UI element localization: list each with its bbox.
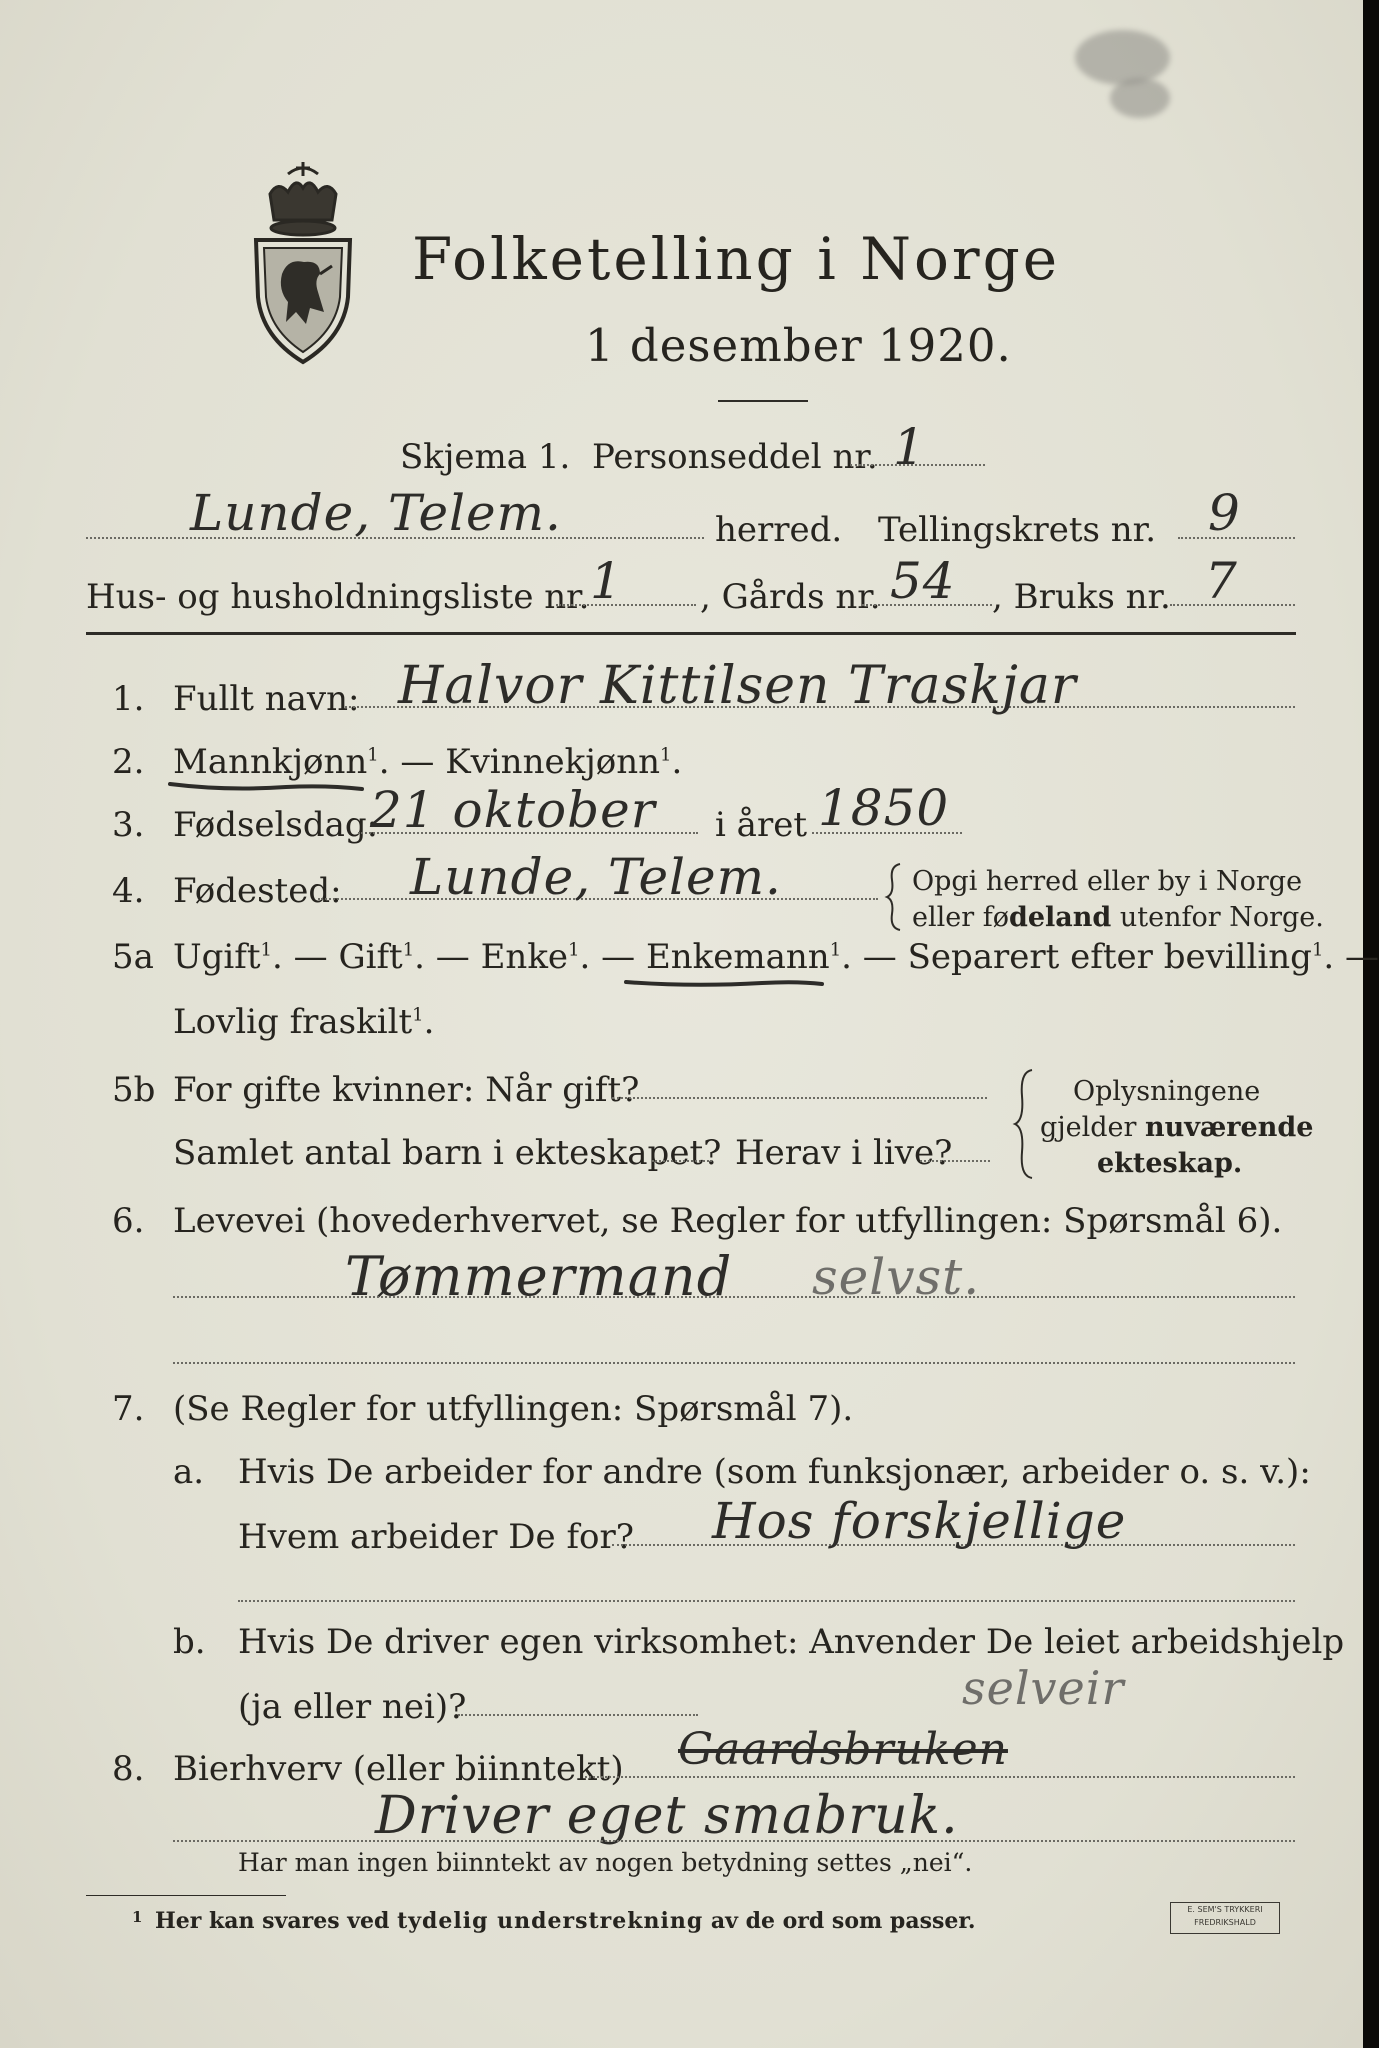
header-rule — [86, 632, 1296, 635]
personseddel-label: Personseddel nr. — [592, 437, 878, 477]
footnote-mark: 1 — [132, 1908, 143, 1926]
q7-number: 7. — [112, 1389, 145, 1429]
q8-number: 8. — [112, 1749, 145, 1789]
q5a-number: 5a — [112, 937, 154, 977]
q5a-option-fraskilt: Lovlig fraskilt$^1$. — [173, 1002, 435, 1042]
q3-label: Fødselsdag: — [173, 805, 379, 845]
q7b-text: Hvis De driver egen virksomhet: Anvender De leiet arbeidshjelp — [238, 1622, 1345, 1662]
gards-label: , Gårds nr. — [700, 577, 881, 617]
q7a-field-line-2 — [238, 1600, 1295, 1602]
q5b-note-line1: Oplysningene — [1073, 1076, 1261, 1107]
q5b-note-brace — [1012, 1068, 1038, 1180]
q7a-employer-value: Hos forskjellige — [712, 1492, 1127, 1550]
herred-label: herred. — [715, 510, 843, 550]
q2-sex-options: Mannkjønn$^1$. — Kvinnekjønn$^1$. — [173, 742, 683, 782]
q6-field-line-1 — [173, 1296, 1295, 1298]
q2-option-male: Mannkjønn — [173, 742, 368, 782]
q5a-option-separert: Separert efter bevilling — [907, 937, 1312, 977]
q5a-option-ugift: Ugift — [173, 937, 261, 977]
q7a-letter: a. — [173, 1452, 205, 1492]
husholdningsliste-field-line — [556, 604, 696, 606]
bruks-label: , Bruks nr. — [992, 577, 1171, 617]
q5b-alive-label: Herav i live? — [735, 1133, 953, 1173]
q5a-enkemann-underline — [622, 974, 827, 990]
title-divider — [718, 400, 808, 402]
q3-birthday-value: 21 oktober — [370, 781, 656, 839]
q8-struck-value: Gaardsbruken — [678, 1724, 1008, 1775]
q6-label: Levevei (hovederhvervet, se Regler for utfyllingen: Spørsmål 6). — [173, 1201, 1283, 1241]
q5a-option-gift: Gift — [338, 937, 403, 977]
q7a-text: Hvis De arbeider for andre (som funksjonær, arbeider o. s. v.): — [238, 1452, 1311, 1492]
q4-note-brace — [884, 862, 906, 932]
q4-number: 4. — [112, 871, 145, 911]
census-date: 1 desember 1920. — [585, 319, 1012, 372]
footnote-text: Her kan svares ved tydelig understrekning av de ord som passer. — [155, 1908, 976, 1934]
q8-field-line-2 — [173, 1840, 1295, 1842]
q5b-note-line3: ekteskap. — [1097, 1148, 1243, 1179]
q8-side-income-value: Driver eget smabruk. — [375, 1786, 959, 1846]
q7b-field-line — [458, 1714, 698, 1716]
husholdningsliste-label: Hus- og husholdningsliste nr. — [86, 577, 590, 617]
q6-occupation-value: Tømmermand — [345, 1245, 733, 1308]
q3-number: 3. — [112, 805, 145, 845]
printer-mark: E. SEM'S TRYKKERI FREDRIKSHALD — [1170, 1902, 1280, 1934]
q5b-children-label: Samlet antal barn i ekteskapet? — [173, 1133, 722, 1173]
q8-label: Bierhverv (eller biinntekt) — [173, 1749, 624, 1789]
q3-year-label: i året — [715, 805, 807, 845]
ink-smudge — [1075, 30, 1170, 85]
personseddel-value: 1 — [893, 418, 926, 476]
coat-of-arms-icon — [248, 162, 358, 367]
q5a-option-enkemann: Enkemann — [645, 937, 830, 977]
q1-label: Fullt navn: — [173, 679, 360, 719]
ink-smudge — [1110, 78, 1170, 118]
q4-birthplace-value: Lunde, Telem. — [410, 848, 782, 906]
q8-note: Har man ingen biinntekt av nogen betydning settes „nei“. — [238, 1848, 973, 1877]
q4-note-line1: Opgi herred eller by i Norge — [912, 866, 1303, 897]
q3-year-value: 1850 — [818, 779, 950, 837]
q7-label: (Se Regler for utfyllingen: Spørsmål 7). — [173, 1389, 854, 1429]
q5b-married-label: For gifte kvinner: Når gift? — [173, 1070, 640, 1110]
q2-option-female: Kvinnekjønn — [445, 742, 660, 782]
q5b-married-field-line — [612, 1097, 987, 1099]
footnote-rule — [86, 1895, 286, 1896]
q7b-pencil-value: selveir — [962, 1661, 1125, 1715]
husholdningsliste-value: 1 — [590, 552, 623, 610]
q5b-children-field-line — [652, 1160, 712, 1162]
q1-number: 1. — [112, 679, 145, 719]
page-title: Folketelling i Norge — [412, 225, 1061, 293]
bruks-value: 7 — [1205, 552, 1238, 610]
q6-number: 6. — [112, 1201, 145, 1241]
herred-value: Lunde, Telem. — [190, 484, 562, 542]
q7a-question: Hvem arbeider De for? — [238, 1517, 634, 1557]
skjema-label: Skjema 1. — [400, 437, 571, 477]
q5a-marital-options: Ugift$^1$. — Gift$^1$. — Enke$^1$. — Enkemann$^1$. — Separert efter bevilling$^1$. — — [173, 937, 1379, 977]
q2-number: 2. — [112, 742, 145, 782]
q2-male-underline — [166, 778, 366, 794]
tellingskrets-value: 9 — [1208, 484, 1241, 542]
q6-occupation-pencil-value: selvst. — [812, 1248, 981, 1306]
q4-note-line2: eller fødeland utenfor Norge. — [912, 902, 1324, 933]
q4-label: Fødested: — [173, 871, 342, 911]
q7b-question: (ja eller nei)? — [238, 1687, 467, 1727]
gards-value: 54 — [890, 552, 956, 610]
q8-field-line-1 — [585, 1776, 1295, 1778]
q5b-alive-field-line — [920, 1160, 990, 1162]
q7b-letter: b. — [173, 1622, 206, 1662]
q5b-number: 5b — [112, 1070, 156, 1110]
q5a-option-enke: Enke — [480, 937, 569, 977]
q5b-note-line2: gjelder nuværende — [1040, 1112, 1314, 1143]
q6-field-line-2 — [173, 1362, 1295, 1364]
tellingskrets-label: Tellingskrets nr. — [878, 510, 1157, 550]
q1-full-name-value: Halvor Kittilsen Traskjar — [398, 656, 1077, 716]
